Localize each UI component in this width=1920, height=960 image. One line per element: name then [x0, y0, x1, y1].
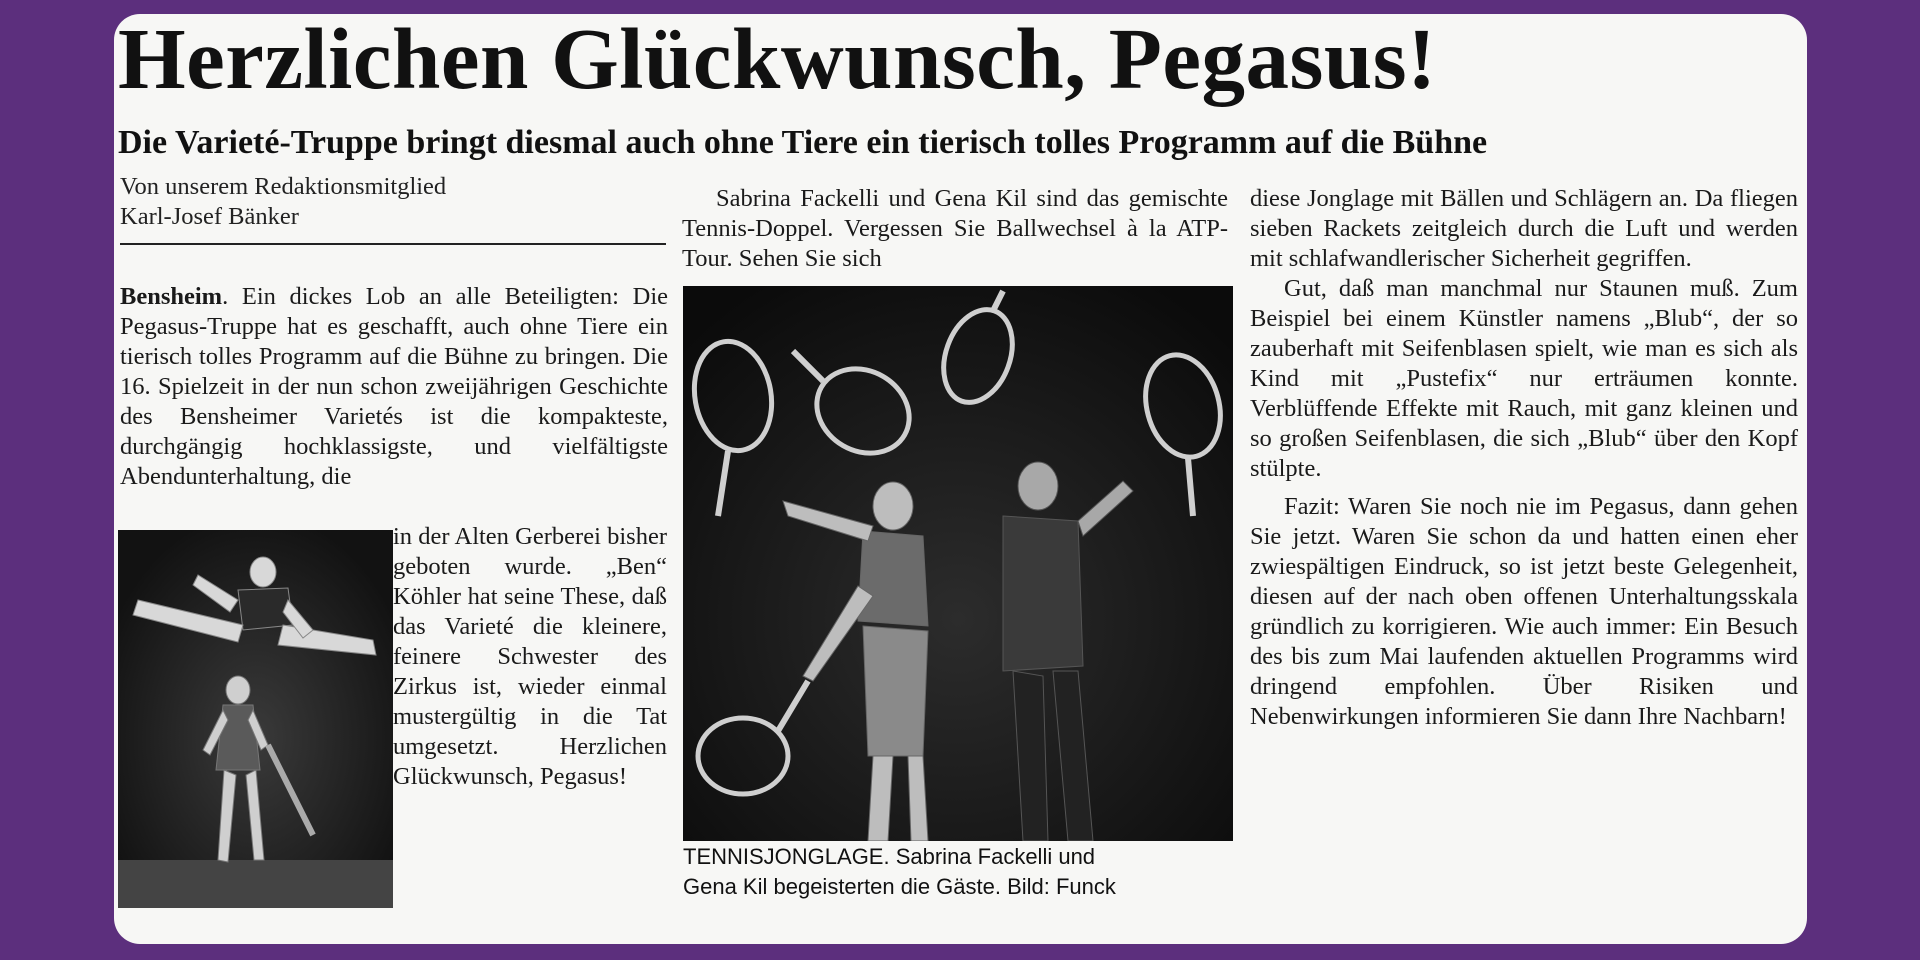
subheadline: Die Varieté-Truppe bringt diesmal auch ohne Tiere ein tierisch tolles Programm auf die Bühne — [118, 124, 1488, 161]
photo-acrobats — [118, 530, 393, 908]
article-column-1 — [120, 282, 668, 492]
column2-text: Sabrina Fackelli und Gena Kil sind das gemischte Tennis-Doppel. Vergessen Sie Ballwechsel à la ATP-Tour. Sehen Sie sich — [682, 185, 1228, 272]
column1-text: . Ein dickes Lob an alle Beteiligten: Die Pegasus-Truppe hat es geschafft, auch ohne Tiere ein tierisch tolles Programm auf die Bühne zu bringen. Die 16. Spielzeit in der nun schon zweijährigen Geschichte des Bensheimer Varietés ist die kompakteste, durchgängig hochklassigste, und vielfältigste Abendunterhaltung, die — [120, 283, 668, 490]
article-column-2 — [682, 184, 1228, 274]
caption-line-1: TENNISJONGLAGE. Sabrina Fackelli und — [683, 844, 1096, 869]
byline-divider — [120, 243, 666, 245]
column3-paragraph-3: Fazit: Waren Sie noch nie im Pegasus, dann gehen Sie jetzt. Waren Sie schon da und hatten einen eher zwiespältigen Eindruck, so ist jetzt beste Gelegenheit, diesen auf der nach oben offenen Unterhaltungsskala gründlich zu korrigieren. Wie auch immer: Ein Besuch des bis zum Mai laufenden aktuellen Programms wird dringend empfohlen. Über Risiken und Nebenwirkungen informieren Sie dann Ihre Nachbarn! — [1250, 493, 1798, 730]
byline — [120, 172, 660, 232]
dateline-place: Bensheim — [120, 283, 223, 310]
article-column-1-continued — [393, 522, 667, 792]
byline-role: Von unserem Redaktionsmitglied — [120, 173, 447, 200]
column3-paragraph-2: Gut, daß man manchmal nur Staunen muß. Zum Beispiel bei einem Künstler namens „Blub“, der so zauberhaft mit Seifenblasen spielt, wie man es sich als Kind mit „Pustefix“ nur erträumen konnte. Verblüffende Effekte mit Rauch, mit ganz kleinen und so großen Seifenblasen, die sich „Blub“ über den Kopf stülpte. — [1250, 275, 1798, 482]
photo-tennis-juggling — [683, 286, 1233, 841]
photo-caption — [683, 842, 1235, 902]
caption-line-2: Gena Kil begeisterten die Gäste. Bild: Funck — [683, 874, 1116, 899]
headline: Herzlichen Glückwunsch, Pegasus! — [118, 10, 1437, 107]
byline-author: Karl-Josef Bänker — [120, 203, 299, 230]
article-column-3 — [1250, 184, 1798, 732]
column1-continued-text: in der Alten Gerberei bisher geboten wurde. „Ben“ Köhler hat seine These, daß das Varieté die kleinere, feinere Schwester des Zirkus ist, wieder einmal mustergültig in die Tat umgesetzt. Herzlichen Glückwunsch, Pegasus! — [393, 523, 667, 790]
column3-paragraph-1: diese Jonglage mit Bällen und Schlägern an. Da fliegen sieben Rackets zeitgleich durch die Luft und werden mit schlafwandlerischer Sicherheit gegriffen. — [1250, 185, 1798, 272]
